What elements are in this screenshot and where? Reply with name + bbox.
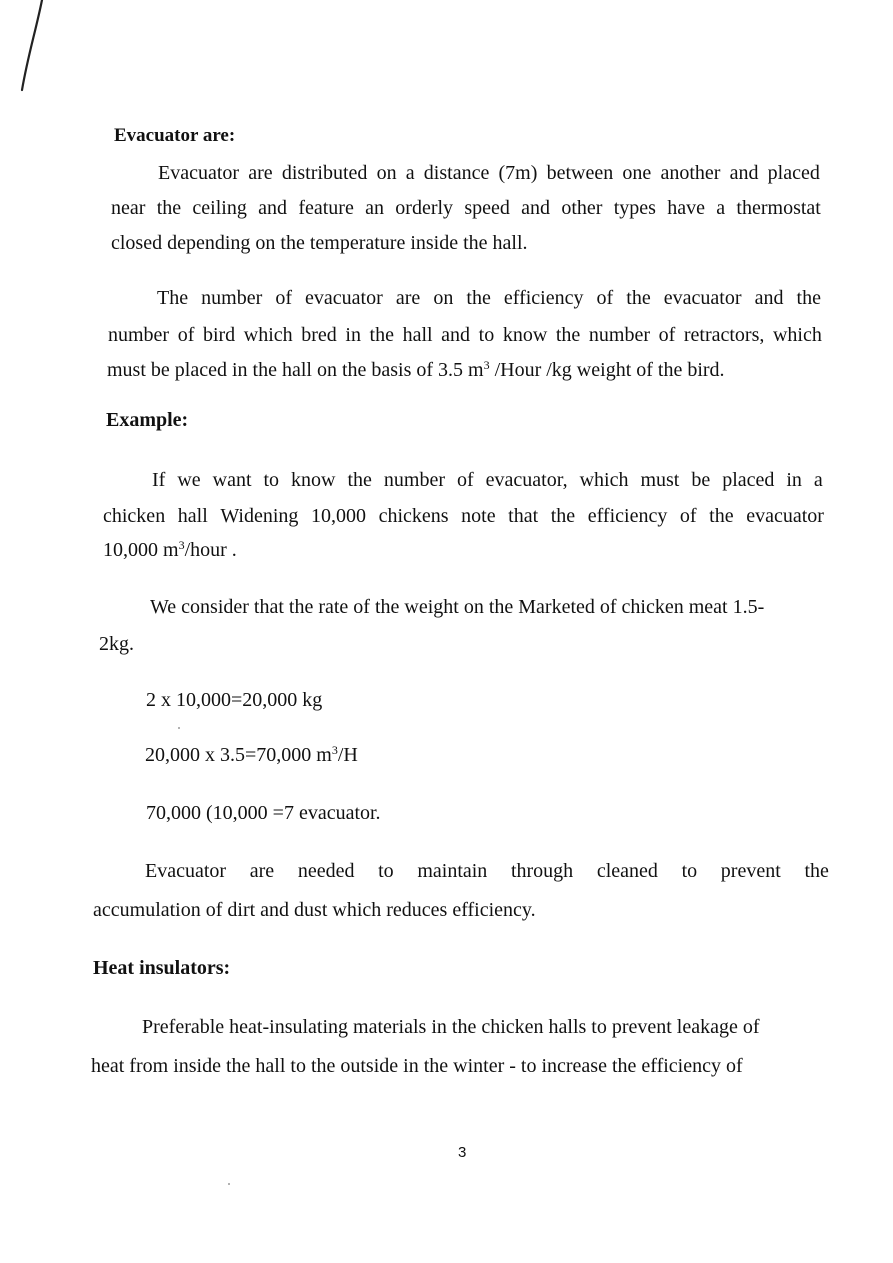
word: to: [263, 469, 280, 491]
word: thermostat: [736, 197, 821, 219]
word: types: [613, 197, 656, 219]
word: number: [201, 287, 263, 309]
word: the: [466, 287, 491, 309]
word: be: [691, 469, 711, 491]
word: bird: [202, 324, 236, 346]
word: we: [177, 469, 201, 491]
word: hall: [177, 505, 208, 527]
paragraph-line: [111, 196, 821, 220]
paragraph-line: [158, 161, 820, 185]
word: to: [681, 860, 698, 882]
word: number: [588, 324, 650, 346]
paragraph-line: [152, 468, 823, 492]
word: If: [152, 469, 166, 491]
word: a: [716, 197, 726, 219]
word: note: [461, 505, 496, 527]
word: cleaned: [596, 860, 658, 882]
paragraph-line: closed depending on the temperature inside the hall.: [111, 232, 528, 254]
section-heading-evacuator: Evacuator are:: [114, 125, 236, 146]
word: retractors,: [683, 324, 765, 346]
word: Widening: [220, 505, 299, 527]
word: of: [596, 287, 614, 309]
paragraph-line: must be placed in the hall on the basis of 3.5 $m^3$ /Hour /kg weight of the bird.: [107, 358, 725, 381]
word: 10,000: [311, 505, 366, 527]
word: in: [786, 469, 802, 491]
paragraph-line: We consider that the rate of the weight on the Marketed of chicken meat 1.5-: [150, 596, 765, 618]
word: near: [111, 197, 146, 219]
word: number: [108, 324, 170, 346]
word: the: [156, 197, 182, 219]
word: are: [249, 860, 275, 882]
word: are: [248, 162, 273, 184]
word: Evacuator: [158, 162, 240, 184]
word: the: [347, 469, 372, 491]
word: chicken: [103, 505, 166, 527]
word: distributed: [281, 162, 368, 184]
word: through: [510, 860, 574, 882]
word: the: [709, 505, 734, 527]
word: evacuator: [663, 287, 742, 309]
word: of: [456, 469, 474, 491]
word: a: [813, 469, 823, 491]
paragraph-line: [108, 323, 822, 347]
paragraph-line: accumulation of dirt and dust which reduces efficiency.: [93, 899, 536, 921]
word: chickens: [378, 505, 449, 527]
word: which: [579, 469, 629, 491]
speck: [178, 727, 180, 729]
word: and: [754, 287, 784, 309]
word: and: [521, 197, 551, 219]
paragraph-line: [157, 286, 821, 310]
paragraph-line: 10,000 $m^3$/hour .: [103, 538, 237, 561]
word: and: [729, 162, 759, 184]
section-heading-heat-insulators: Heat insulators:: [93, 957, 231, 979]
word: efficiency: [503, 287, 584, 309]
word: hall: [402, 324, 433, 346]
word: of: [275, 287, 292, 309]
word: the: [555, 324, 581, 346]
word: one: [622, 162, 652, 184]
word: placed: [722, 469, 775, 491]
word: placed: [767, 162, 820, 184]
word: of: [679, 505, 697, 527]
word: the: [626, 287, 651, 309]
word: the: [804, 860, 829, 882]
paragraph-line: heat from inside the hall to the outside in the winter - to increase the efficiency of: [91, 1055, 743, 1077]
word: in: [345, 324, 361, 346]
word: feature: [298, 197, 354, 219]
word: evacuator: [746, 505, 824, 527]
word: evacuator: [305, 287, 383, 309]
word: know: [502, 324, 548, 346]
paragraph-line: [103, 504, 824, 528]
word: a: [405, 162, 415, 184]
word: are: [395, 287, 421, 309]
word: the: [369, 324, 394, 346]
word: to: [478, 324, 495, 346]
word: want: [212, 469, 252, 491]
word: speed: [464, 197, 510, 219]
word: ceiling: [192, 197, 247, 219]
word: an: [365, 197, 384, 219]
word: prevent: [720, 860, 781, 882]
paragraph-line: Preferable heat-insulating materials in the chicken halls to prevent leakage of: [142, 1016, 760, 1038]
word: which: [772, 324, 822, 346]
word: on: [433, 287, 454, 309]
word: on: [376, 162, 397, 184]
word: of: [177, 324, 195, 346]
word: and: [441, 324, 471, 346]
word: Evacuator: [145, 860, 227, 882]
word: another: [660, 162, 721, 184]
word: maintain: [417, 860, 488, 882]
word: have: [667, 197, 705, 219]
word: number: [383, 469, 445, 491]
speck: [228, 1183, 230, 1185]
word: to: [378, 860, 394, 882]
word: efficiency: [587, 505, 668, 527]
paragraph-line: [145, 859, 829, 883]
word: must: [640, 469, 680, 491]
section-heading-example: Example:: [106, 409, 189, 431]
calculation-line: 20,000 x 3.5=70,000 $m^3/H$: [145, 743, 358, 766]
word: other: [561, 197, 603, 219]
word: distance: [423, 162, 490, 184]
word: between: [546, 162, 614, 184]
word: which: [243, 324, 293, 346]
word: needed: [297, 860, 355, 882]
word: the: [796, 287, 821, 309]
calculation-line: 70,000 (10,000 =7 evacuator.: [146, 802, 381, 824]
word: the: [550, 505, 576, 527]
paragraph-line: 2kg.: [99, 633, 134, 655]
word: The: [157, 287, 189, 309]
calculation-line: 2 x 10,000=20,000 kg: [146, 689, 323, 711]
word: bred: [301, 324, 337, 346]
word: and: [258, 197, 288, 219]
word: know: [291, 469, 336, 491]
word: orderly: [395, 197, 454, 219]
page-number: 3: [458, 1144, 467, 1161]
word: evacuator,: [485, 469, 568, 491]
word: (7m): [498, 162, 538, 184]
word: of: [658, 324, 676, 346]
word: that: [508, 505, 539, 527]
